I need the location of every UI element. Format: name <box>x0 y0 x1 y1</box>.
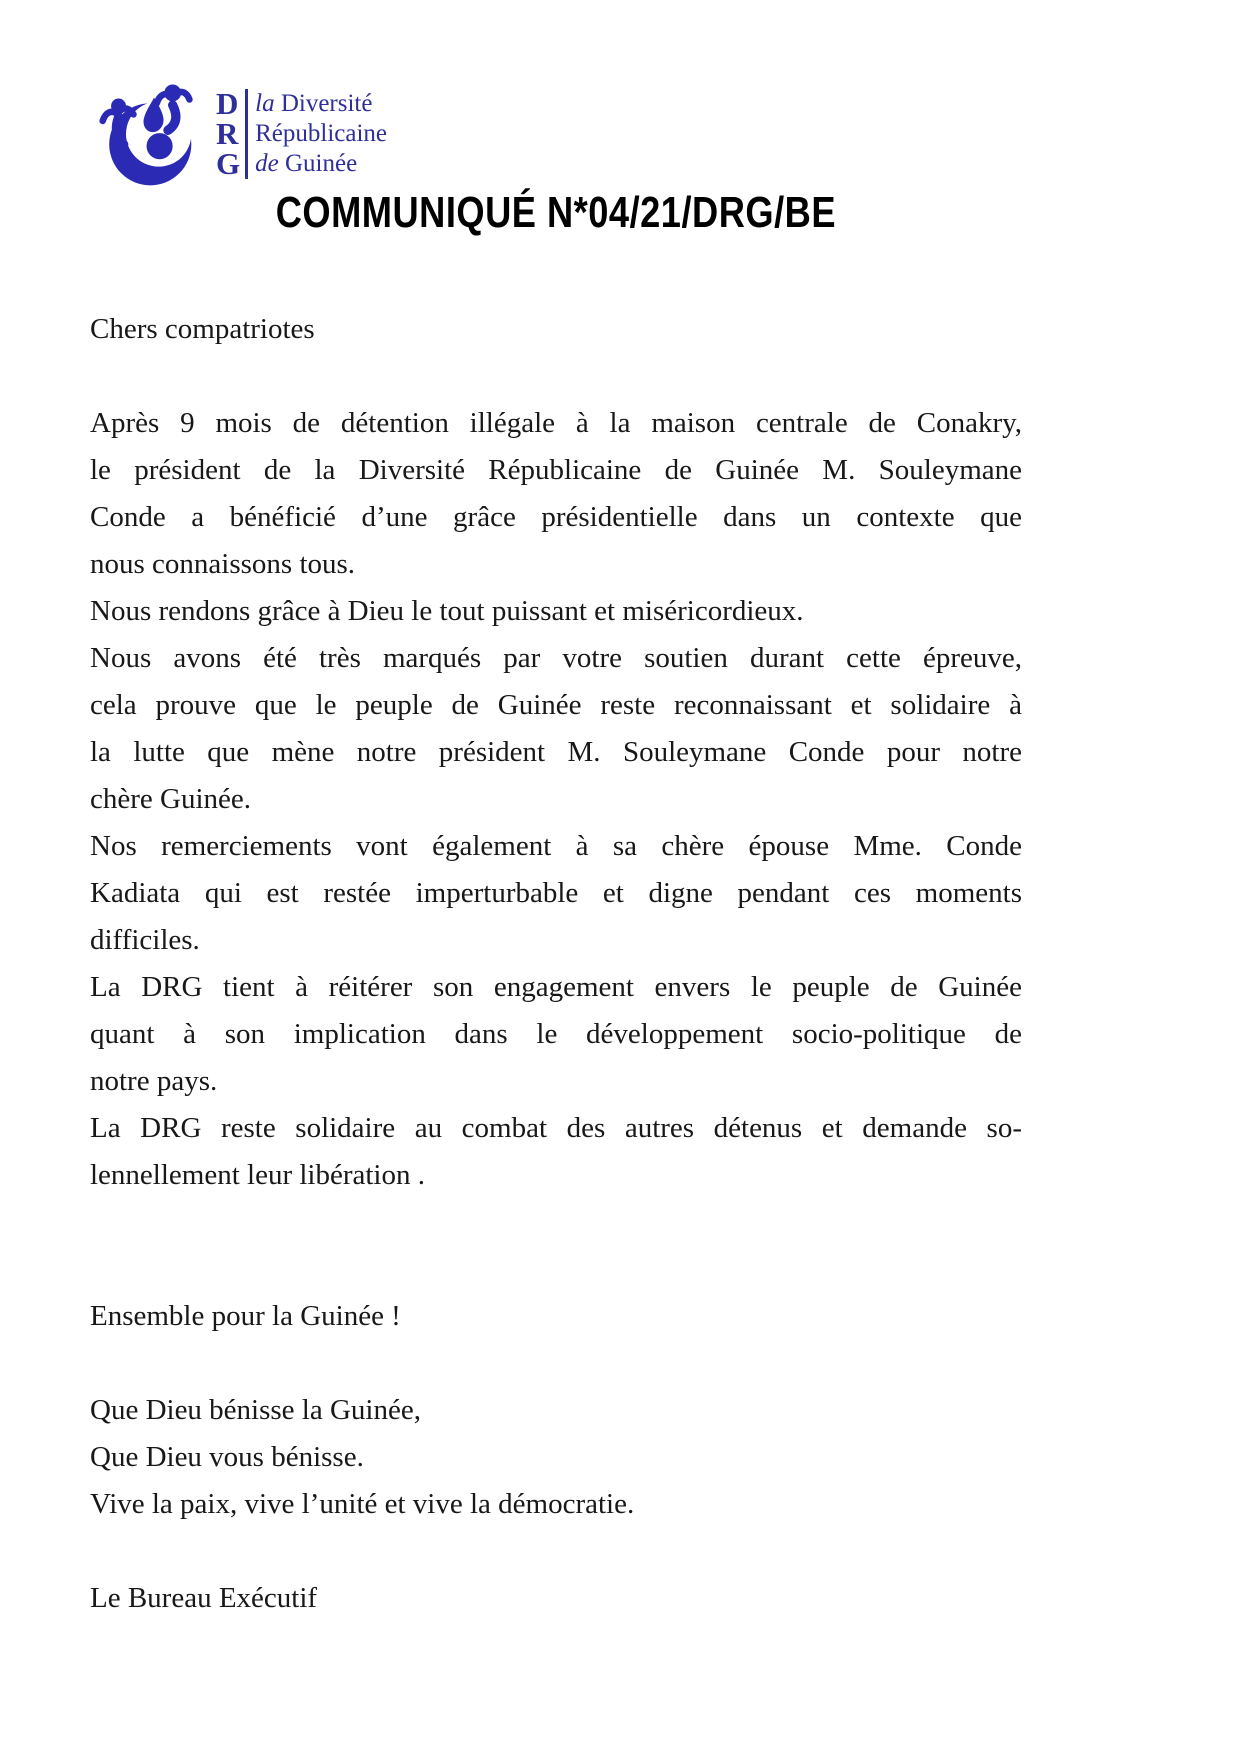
logo-name-line: Républicaine <box>255 120 388 147</box>
spacer <box>90 1340 1022 1387</box>
spacer <box>90 1199 1022 1293</box>
drg-logo <box>98 82 387 186</box>
body-line: nous connaissons tous. <box>90 548 356 580</box>
communique-body <box>90 306 1022 1622</box>
signature: Le Bureau Exécutif <box>90 1582 318 1614</box>
body-line: cela prouve que le peuple de Guinée reste reconnaissant et solidaire à <box>90 689 1022 721</box>
body-line: La DRG reste solidaire au combat des autres détenus et demande so- <box>90 1112 1022 1144</box>
spacer <box>90 353 1022 400</box>
title-row <box>90 188 1022 237</box>
logo-letter-g: G <box>216 146 241 181</box>
logo-divider <box>245 89 248 179</box>
body-line: lennellement leur libération . <box>90 1159 425 1191</box>
logo-acronym <box>216 82 240 179</box>
logo-letter-r: R <box>216 116 239 151</box>
body-line: Nous avons été très marqués par votre soutien durant cette épreuve, <box>90 642 1022 674</box>
body-line: Nos remerciements vont également à sa chère épouse Mme. Conde <box>90 830 1022 862</box>
blessing-line: Que Dieu vous bénisse. <box>90 1441 364 1473</box>
logo-letter-d: D <box>216 86 239 121</box>
logo-name-line: la Diversité <box>255 90 373 117</box>
logo-name-line: de Guinée <box>255 150 358 177</box>
body-line: chère Guinée. <box>90 783 252 815</box>
spacer <box>90 1528 1022 1575</box>
paragraphs <box>90 400 1022 1199</box>
blessings <box>90 1387 1022 1528</box>
body-line: Après 9 mois de détention illégale à la maison centrale de Conakry, <box>90 407 1022 439</box>
logo-name <box>255 82 387 179</box>
body-line: la lutte que mène notre président M. Souleymane Conde pour notre <box>90 736 1022 768</box>
blessing-line: Vive la paix, vive l’unité et vive la démocratie. <box>90 1488 635 1520</box>
body-line: Nous rendons grâce à Dieu le tout puissant et miséricordieux. <box>90 595 804 627</box>
body-line: quant à son implication dans le développement socio-politique de <box>90 1018 1022 1050</box>
salutation: Chers compatriotes <box>90 313 315 345</box>
body-line: le président de la Diversité Républicaine de Guinée M. Souleymane <box>90 454 1022 486</box>
drg-people-crescent-icon <box>98 82 210 186</box>
blessing-line: Que Dieu bénisse la Guinée, <box>90 1394 421 1426</box>
slogan: Ensemble pour la Guinée ! <box>90 1300 401 1332</box>
body-line: Kadiata qui est restée imperturbable et digne pendant ces moments <box>90 877 1022 909</box>
body-line: Conde a bénéficié d’une grâce présidentielle dans un contexte que <box>90 501 1022 533</box>
body-line: La DRG tient à réitérer son engagement envers le peuple de Guinée <box>90 971 1022 1003</box>
body-line: notre pays. <box>90 1065 218 1097</box>
body-line: difficiles. <box>90 924 200 956</box>
communique-title: COMMUNIQUÉ N*04/21/DRG/BE <box>275 188 837 237</box>
